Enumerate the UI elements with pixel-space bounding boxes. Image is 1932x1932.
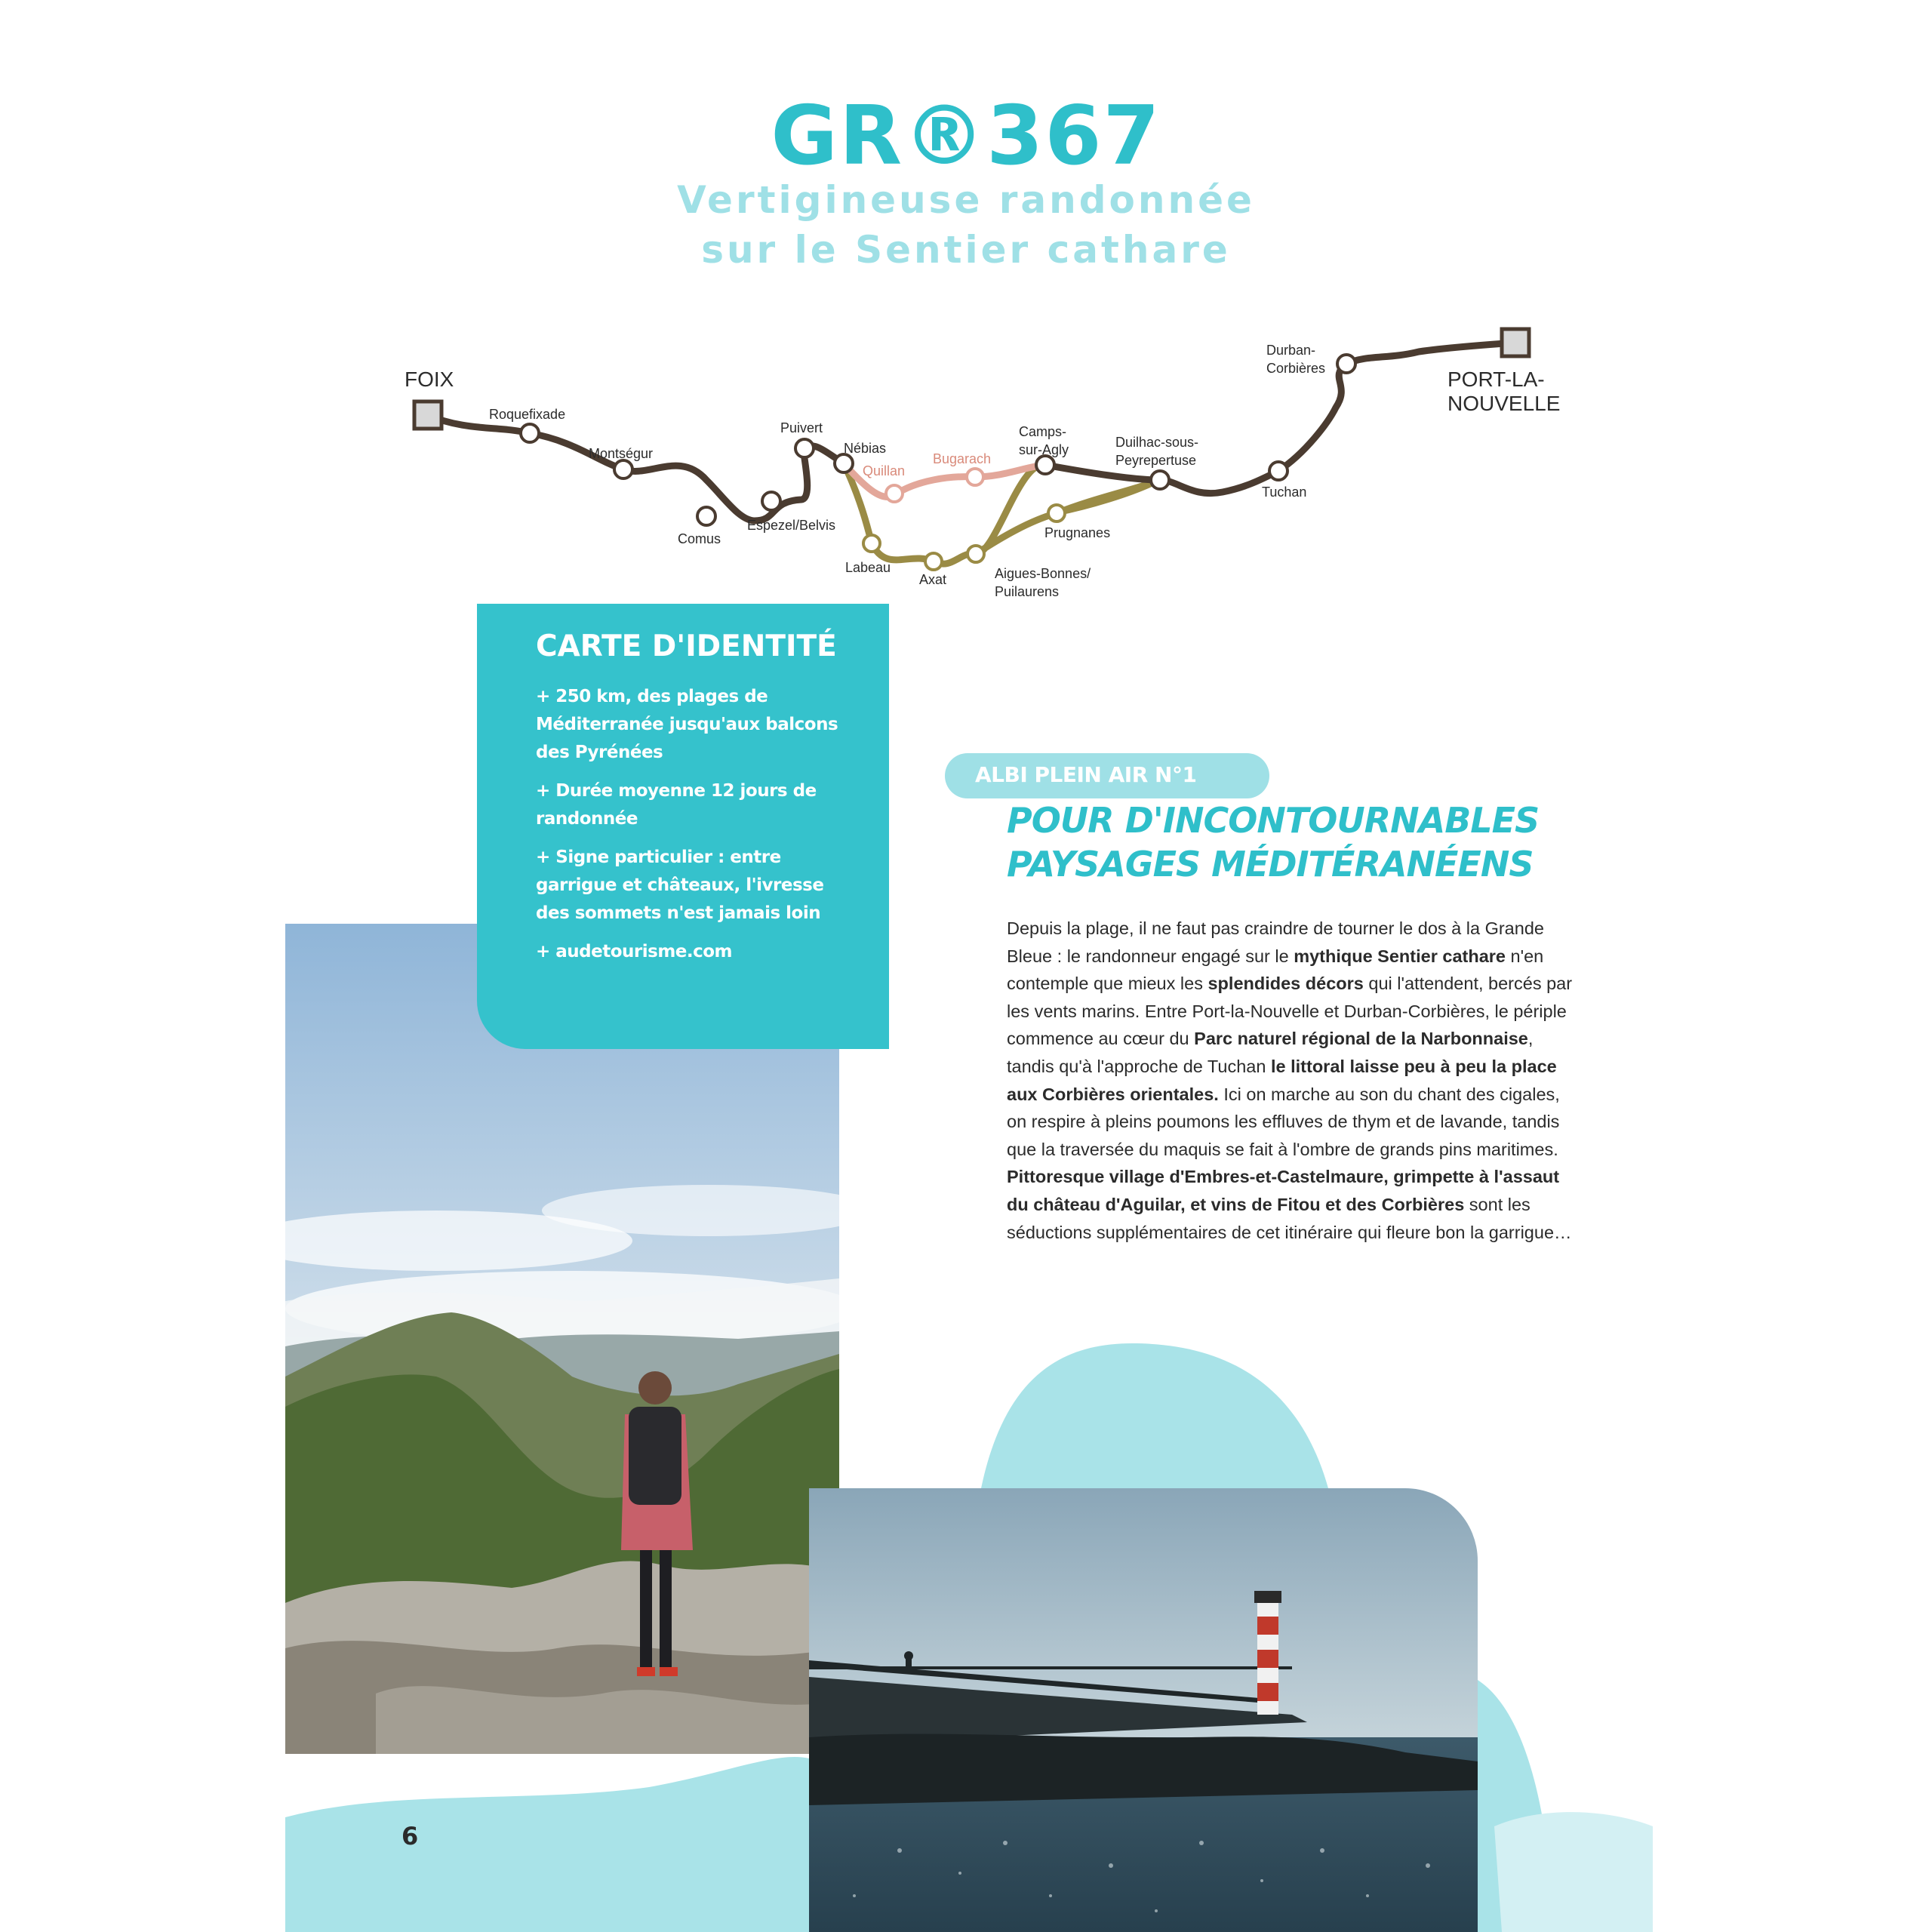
identity-item-feature: + Signe particulier : entre garrigue et châteaux, l'ivresse des sommets n'est jamais loin [536,848,824,923]
blob-top [981,1343,1328,1488]
station-bugarach [967,469,983,485]
label-camps-line1: Camps- [1019,424,1067,439]
identity-item-distance: + 250 km, des plages de Méditerranée jusqu'aux balcons des Pyrénées [536,687,838,762]
label-labeau: Labeau [845,560,891,575]
article-body-run: n'en contemple que mieux les [1007,946,1544,994]
article-body-run: , tandis qu'à l'approche de Tuchan [1007,1029,1534,1076]
article-headline-line2: PAYSAGES MÉDITÉRANÉENS [1007,844,1534,884]
label-durban-line2: Corbières [1266,361,1326,376]
article-body-bold-run: Pittoresque village d'Embres-et-Castelmaure, grimpette à l'assaut du château d'Aguilar, et vins de Fitou et des Corbières [1007,1167,1560,1214]
blob-bottom-left [285,1757,809,1932]
page-number: 6 [401,1822,419,1850]
article-body-run: sont les séductions supplémentaires de cet itinéraire qui fleure bon la garrigue… [1007,1194,1572,1242]
label-port-line1: PORT-LA- [1447,368,1545,391]
article-headline [1007,798,1611,886]
label-nebias: Nébias [844,441,887,456]
label-foix: FOIX [405,368,454,391]
station-montsegur [614,460,632,478]
label-port-line2: NOUVELLE [1447,392,1561,415]
label-bugarach: Bugarach [933,451,992,466]
route-map [0,0,1932,619]
station-duilhac [1151,471,1169,489]
article-body [1007,915,1582,1246]
label-aigues-line1: Aigues-Bonnes/ [995,566,1091,581]
article-headline-line1: POUR D'INCONTOURNABLES [1007,800,1540,841]
lighthouse-photo [809,1488,1478,1932]
station-camps [1036,456,1054,474]
terminal-port-la-nouvelle [1502,329,1529,356]
station-labeau [863,535,880,552]
label-comus: Comus [678,531,721,546]
article-body-run: Depuis la plage, il ne faut pas craindre de tourner le dos à la Grande Bleue : le randonneur engagé sur le [1007,918,1544,966]
label-montsegur: Montségur [589,446,654,461]
station-comus [697,507,715,525]
label-durban-line1: Durban- [1266,343,1316,358]
label-aigues-line2: Puilaurens [995,584,1060,599]
station-durban [1337,355,1355,373]
article-body-bold-run: le littoral laisse peu à peu la place aux Corbières orientales. [1007,1056,1557,1104]
station-tuchan [1269,462,1287,480]
station-prugnanes [1048,505,1065,521]
identity-item-website[interactable]: + audetourisme.com [536,942,733,961]
station-axat [925,553,942,570]
label-roquefixade: Roquefixade [489,407,566,422]
label-prugnanes: Prugnanes [1044,525,1111,540]
identity-card [477,604,889,1049]
article-body-bold-run: mythique Sentier cathare [1294,946,1506,966]
page-subtitle-line2: sur le Sentier cathare [701,228,1231,272]
blob-corner [1494,1812,1653,1932]
article-body-run: qui l'attendent, bercés par les vents marins. Entre Port-la-Nouvelle et Durban-Corbières, le périple commence au cœur du [1007,974,1573,1049]
article-body-bold-run: splendides décors [1208,974,1364,994]
station-quillan [886,485,903,502]
label-camps-line2: sur-Agly [1019,442,1069,457]
article-body-bold-run: Parc naturel régional de la Narbonnaise [1194,1029,1528,1049]
label-quillan: Quillan [863,463,906,478]
station-roquefixade [521,424,539,442]
article-body-run: Ici on marche au son du chant des cigales, on respire à pleins poumons les effluves de thym et de lavande, tandis que la traversée du maquis se fait à l'ombre de grands pins maritimes. [1007,1084,1560,1159]
section-badge: ALBI PLEIN AIR N°1 [945,753,1269,798]
page-subtitle-line1: Vertigineuse randonnée [677,178,1255,222]
station-nebias [835,454,853,472]
label-duilhac-line2: Peyrepertuse [1115,453,1197,468]
label-puivert: Puivert [780,420,823,435]
page-title: GR®367 [771,89,1161,183]
label-axat: Axat [919,572,947,587]
station-espezel [762,492,780,510]
label-duilhac-line1: Duilhac-sous- [1115,435,1199,450]
label-espezel: Espezel/Belvis [747,518,836,533]
identity-item-duration: + Durée moyenne 12 jours de randonnée [536,781,817,829]
identity-card-title: CARTE D'IDENTITÉ [536,629,837,663]
label-tuchan: Tuchan [1262,485,1307,500]
station-aigues-bonnes [968,546,984,562]
station-puivert [795,439,814,457]
terminal-foix [414,401,441,429]
